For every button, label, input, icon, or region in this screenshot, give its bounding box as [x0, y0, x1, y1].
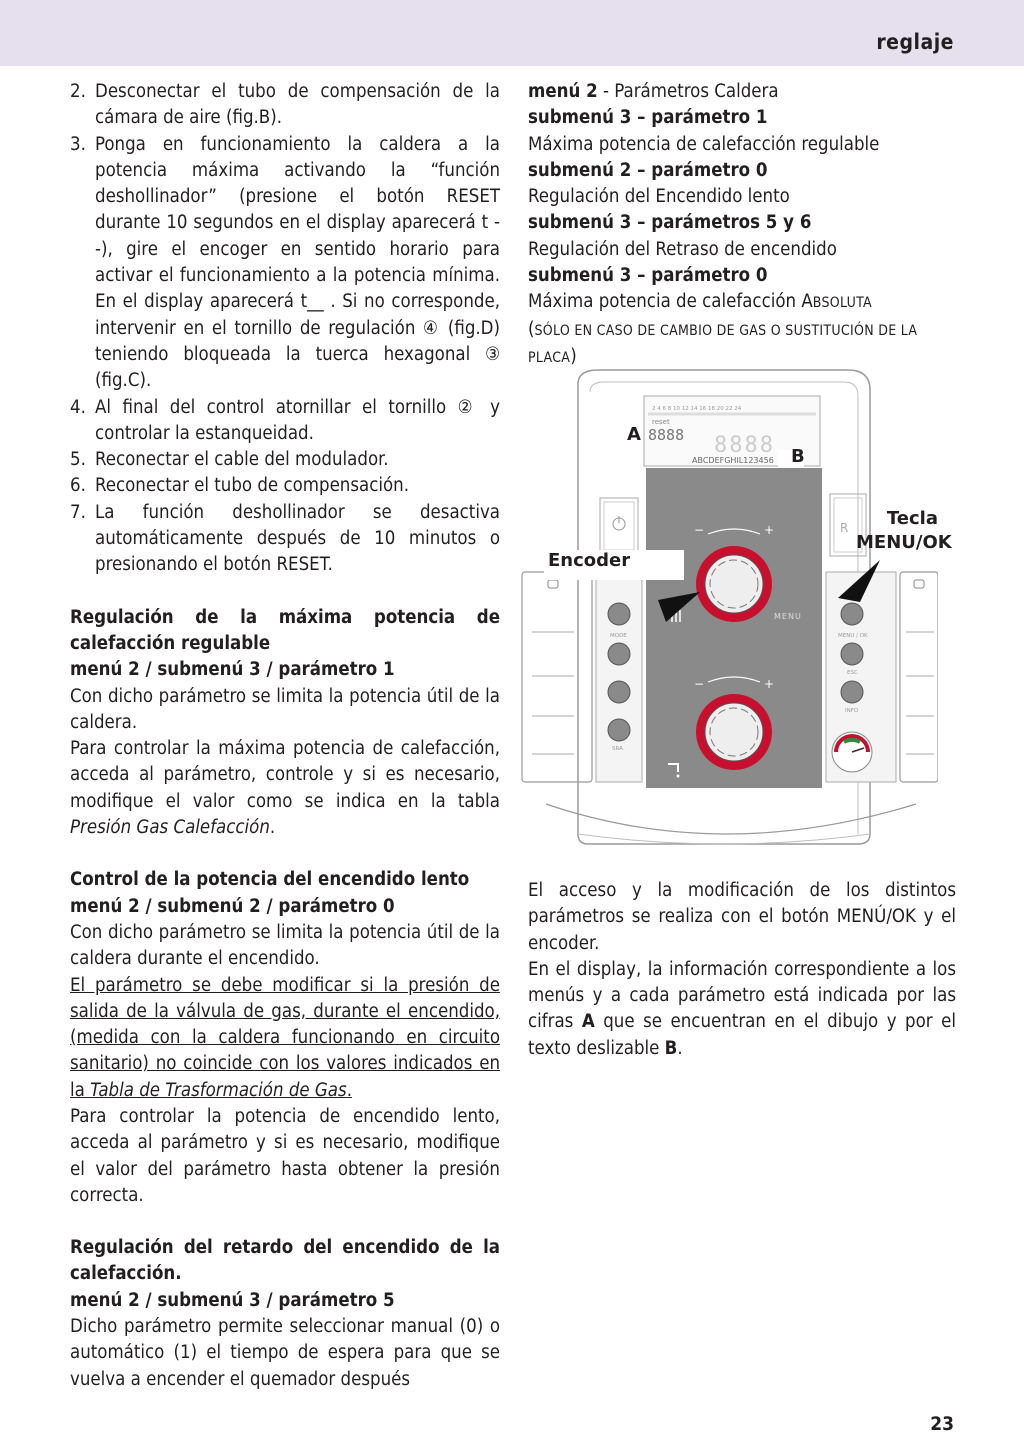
list-number: 7.	[70, 501, 86, 523]
list-text: Reconectar el cable del modulador.	[95, 449, 389, 471]
text-span: .	[677, 1037, 683, 1059]
list-item	[70, 447, 500, 473]
text-span: Para controlar la máxima potencia de calefacción, acceda al parámetro, controle y si es necesario, modifique el valor como se indica en la tabla	[70, 738, 500, 812]
list-text: La función deshollinador se desactiva automáticamente después de 10 minutos o presionando el botón RESET.	[95, 501, 500, 576]
param-line: submenú 3 – parámetros 5 y 6	[528, 212, 812, 234]
text-span: - Parámetros Caldera	[597, 81, 779, 102]
menu-path: menú 2 / submenú 3 / parámetro 1	[70, 659, 395, 681]
text-span: )	[570, 345, 577, 367]
menu-path: menú 2 / submenú 3 / parámetro 5	[70, 1289, 395, 1311]
paragraph: Para controlar la potencia de encendido lento, acceda al parámetro y si es necesario, modifique el valor del parámetro hasta obtener la presión correcta.	[70, 1105, 500, 1206]
mode-button[interactable]	[608, 603, 630, 625]
table-reference: Tabla de Trasformación de Gas	[90, 1079, 347, 1101]
list-number: 5.	[70, 449, 86, 471]
list-item	[70, 79, 500, 132]
list-number: 3.	[70, 133, 86, 155]
list-number: 6.	[70, 475, 86, 497]
param-line: Regulación del Retraso de encendido	[528, 238, 837, 260]
param-line: submenú 3 – parámetro 0	[528, 265, 768, 287]
text-span: El parámetro se debe modificar si la presión de salida de la válvula de gas, durante el encendido, (medida con la caldera funcionando en circuito sanitario) no coincide con los valores indicados en la	[70, 974, 500, 1101]
heating-timer-button[interactable]	[608, 681, 630, 703]
paragraph	[528, 957, 956, 1062]
encoder-minus-label: −	[694, 523, 705, 537]
list-number: 2.	[70, 81, 86, 102]
label-b: B	[791, 446, 805, 467]
section-slow-ignition	[70, 867, 500, 1209]
esc-label: ESC	[847, 670, 858, 676]
label-a: A	[627, 424, 641, 445]
text-span: Máxima potencia de calefacción A	[528, 291, 813, 313]
info-button[interactable]	[841, 681, 863, 703]
mode-label: MODE	[610, 633, 627, 639]
label-tecla-menu-ok	[856, 507, 952, 555]
section-title: Regulación de la máxima potencia de calefacción regulable	[70, 606, 500, 654]
paragraph: Con dicho parámetro se limita la potencia útil de la caldera durante el encendido.	[70, 921, 500, 970]
list-number: 4.	[70, 396, 86, 418]
right-indicator-letter: R	[840, 521, 849, 535]
right-bottom-text	[528, 878, 956, 1062]
list-item	[70, 132, 500, 395]
encoder2-plus-label: +	[764, 677, 775, 691]
section-title: Control de la potencia del encendido lento	[70, 869, 470, 891]
text-span: .	[269, 817, 276, 839]
small-caps-span: BSOLUTA	[812, 295, 872, 312]
label-tecla-line2: MENU/OK	[856, 532, 952, 553]
menu-ok-button[interactable]	[841, 603, 863, 625]
list-text: Ponga en funcionamiento la caldera a la potencia máxima activando la “función deshollinador” (presione el botón RESET durante 10 segundos en el display aparecerá t --), gire el encoger en sentido horario para activar el funcionamiento a la potencia mínima. En el display aparecerá t__ . Si no corresponde, intervenir en el tornillo de regulación ④ (fig.D) teniendo bloqueada la tuerca hexagonal ③ (fig.C).	[95, 133, 500, 392]
paragraph: Con dicho parámetro se limita la potencia útil de la caldera.	[70, 685, 500, 733]
display-reset-label: reset	[652, 418, 670, 426]
paragraph: Dicho parámetro permite seleccionar manual (0) o automático (1) el tiempo de espera para que se vuelva a encender el quemador después	[70, 1316, 500, 1390]
section-max-power	[70, 605, 500, 842]
display-scale: 2 4 6 8 10 12 14 16 18 20 22 24	[652, 406, 742, 412]
control-panel-figure	[518, 364, 952, 850]
encoder2-minus-label: −	[694, 677, 705, 691]
steps-list	[70, 79, 500, 579]
list-item	[70, 500, 500, 579]
text-span: menú 2	[528, 81, 598, 102]
param-line	[528, 79, 956, 105]
text-span: (	[528, 318, 535, 340]
text-span: En el display, la información correspondiente a los menús y a cada parámetro está indicada por las cifras	[528, 958, 956, 1033]
list-item	[70, 473, 500, 499]
info-label: INFO	[845, 708, 859, 714]
header-title: reglaje	[876, 30, 954, 54]
menu-path: menú 2 / submenú 2 / parámetro 0	[70, 895, 395, 917]
list-item	[70, 395, 500, 448]
small-caps-span: SÓLO EN CASO DE CAMBIO DE GAS O SUSTITUCIÓN DE LA PLACA	[528, 322, 918, 366]
page-number: 23	[930, 1413, 954, 1435]
text-span: B	[664, 1037, 678, 1059]
label-encoder: Encoder	[548, 550, 631, 571]
section-ignition-delay	[70, 1235, 500, 1393]
display-big-digits: 8888	[648, 426, 685, 444]
menu-ok-label: MENU / OK	[838, 633, 868, 639]
text-span: que se encuentran en el dibujo y por el texto deslizable	[528, 1011, 956, 1059]
page-header	[0, 0, 1024, 66]
left-column	[70, 79, 500, 1393]
dhw-timer-button[interactable]	[608, 643, 630, 665]
param-line: submenú 2 – parámetro 0	[528, 159, 768, 181]
display-scroll-text: ABCDEFGHIL123456	[692, 456, 774, 465]
control-panel-drawing	[518, 364, 952, 850]
sra-button[interactable]	[608, 719, 630, 741]
section-title: Regulación del retardo del encendido de la calefacción.	[70, 1237, 500, 1285]
text-span: .	[346, 1079, 352, 1101]
param-line: submenú 3 – parámetro 1	[528, 107, 768, 129]
sra-label: SRA	[612, 746, 623, 752]
underlined-paragraph	[70, 973, 500, 1104]
param-line: Regulación del Encendido lento	[528, 186, 790, 208]
right-column-params	[528, 79, 956, 371]
menu-label: MENU	[774, 612, 802, 621]
esc-button[interactable]	[841, 643, 863, 665]
label-tecla-line1: Tecla	[886, 508, 938, 529]
list-text: Desconectar el tubo de compensación de la cámara de aire (fig.B).	[95, 81, 500, 129]
param-line	[528, 289, 956, 316]
param-line: Máxima potencia de calefacción regulable	[528, 133, 880, 155]
text-span: A	[581, 1011, 595, 1033]
list-text: Al final del control atornillar el tornillo ② y controlar la estanqueidad.	[95, 396, 500, 444]
encoder-plus-label: +	[764, 523, 775, 537]
paragraph: El acceso y la modificación de los distintos parámetros se realiza con el botón MENÚ/OK y el encoder.	[528, 880, 956, 954]
list-text: Reconectar el tubo de compensación.	[95, 475, 410, 497]
display-small-digits: 8888	[714, 433, 775, 458]
table-reference: Presión Gas Calefacción	[70, 817, 270, 839]
paragraph	[70, 736, 500, 841]
